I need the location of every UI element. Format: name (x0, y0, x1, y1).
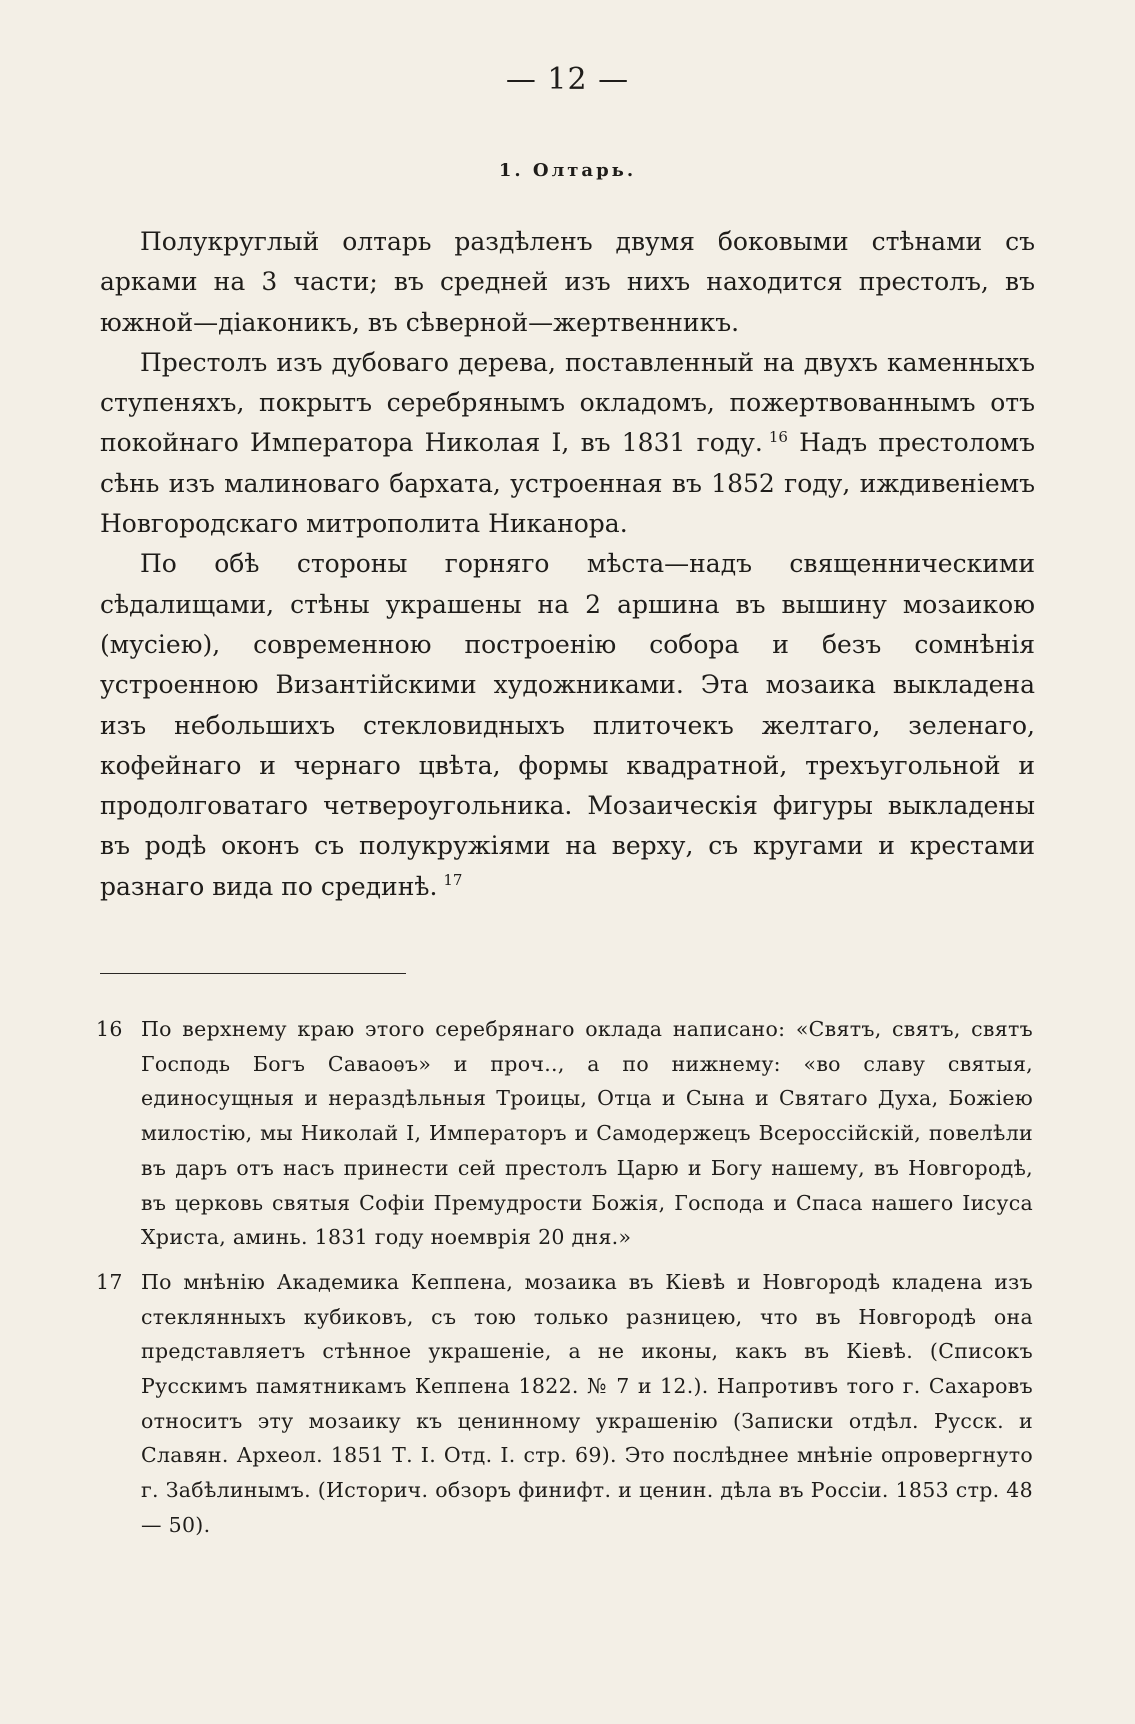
paragraph-text: Престолъ изъ дубоваго дерева, поставленный на двухъ каменныхъ ступеняхъ, покрытъ серебрянымъ окладомъ, пожертвованнымъ отъ покойнаго Императора Николая I, въ 1831 году. (100, 347, 1035, 458)
paragraph-text: Надъ престоломъ сѣнь изъ малиноваго бархата, устроенная въ 1852 году, иждивеніемъ Новгородскаго митрополита Никанора. (100, 428, 1035, 539)
footnote-number: 16 (96, 1017, 123, 1041)
paragraph (100, 222, 1035, 343)
footnote-ref-16[interactable]: 16 (768, 428, 788, 447)
page-number: — 12 — (505, 62, 630, 97)
footnote-17 (96, 1265, 1033, 1543)
main-text (100, 222, 1035, 907)
footnotes (96, 1012, 1033, 1543)
footnote-text: По мнѣнію Академика Кеппена, мозаика въ Кіевѣ и Новгородѣ кладена изъ стеклянныхъ кубиковъ, съ тою только разницею, что въ Новгородѣ она представляетъ стѣнное украшеніе, а не иконы, какъ въ Кіевѣ. (Списокъ Русскимъ памятникамъ Кеппена 1822. № 7 и 12.). Напротивъ того г. Сахаровъ относитъ эту мозаику къ ценинному украшенію (Записки отдѣл. Русск. и Славян. Археол. 1851 Т. I. Отд. I. стр. 69). Это послѣднее мнѣніе опровергнуто г. Забѣлинымъ. (Историч. обзоръ финифт. и ценин. дѣла въ Россіи. 1853 стр. 48 — 50). (141, 1269, 1033, 1537)
paragraph (100, 544, 1035, 907)
footnote-text: По верхнему краю этого серебрянаго оклада написано: «Святъ, святъ, святъ Господь Богъ Саваоѳъ» и проч.., а по нижнему: «во славу святыя, единосущныя и нераздѣльныя Троицы, Отца и Сына и Святаго Духа, Божіею милостію, мы Николай I, Императоръ и Самодержецъ Всероссійскій, повелѣли въ даръ отъ насъ принести сей престолъ Царю и Богу нашему, въ Новгородѣ, въ церковь святыя Софіи Премудрости Божія, Господа и Спаса нашего Іисуса Христа, аминь. 1831 году ноемврія 20 дня.» (141, 1017, 1033, 1250)
section-heading: 1. Олтарь. (498, 160, 637, 181)
footnote-ref-17[interactable]: 17 (443, 871, 463, 890)
footnote-divider (100, 973, 406, 974)
footnote-number: 17 (96, 1269, 123, 1294)
paragraph (100, 343, 1035, 544)
footnote-16 (96, 1012, 1033, 1255)
paragraph-text: Полукруглый олтарь раздѣленъ двумя боковыми стѣнами съ арками на 3 части; въ средней изъ нихъ находится престолъ, въ южной—діаконикъ, въ сѣверной—жертвенникъ. (100, 227, 1035, 337)
paragraph-text: По обѣ стороны горняго мѣста—надъ священническими сѣдалищами, стѣны украшены на 2 аршина въ вышину мозаикою (мусіею), современною построенію собора и безъ сомнѣнія устроенною Византійскими художниками. Эта мозаика выкладена изъ небольшихъ стекловидныхъ плиточекъ желтаго, зеленаго, кофейнаго и чернаго цвѣта, формы квадратной, трехъугольной и продолговатаго четвероугольника. Мозаическія фигуры выкладены въ родѣ оконъ съ полукружіями на верху, съ кругами и крестами разнаго вида по срединѣ. (100, 549, 1035, 901)
